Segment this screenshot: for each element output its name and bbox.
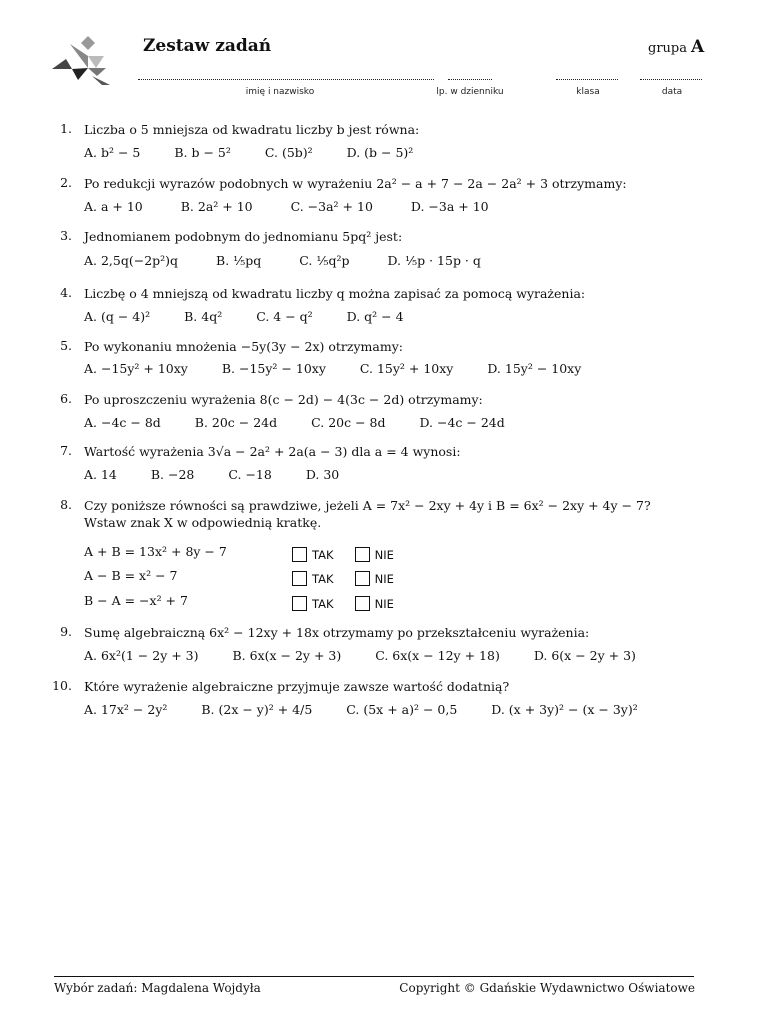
option-a[interactable]: A. 17x² − 2y²: [84, 702, 168, 717]
equation-2: A − B = x² − 7: [84, 568, 178, 583]
nie-label: NIE: [374, 548, 394, 562]
question-text: Po redukcji wyrazów podobnych w wyrażeniu 2a² − a + 7 − 2a − 2a² + 3 otrzymamy:: [84, 176, 627, 191]
checkbox-tak-3[interactable]: [292, 596, 307, 611]
option-b[interactable]: B. ⅕pq: [216, 253, 262, 268]
question-number: 2.: [60, 175, 72, 190]
class-field-label: klasa: [576, 87, 600, 97]
option-b[interactable]: B. (2x − y)² + 4/5: [201, 702, 313, 717]
checkbox-nie-2[interactable]: [355, 571, 370, 586]
question-text: Jednomianem podobnym do jednomianu 5pq² jest:: [84, 229, 403, 244]
footer-divider: [54, 976, 694, 977]
footer-author: Wybór zadań: Magdalena Wojdyła: [54, 981, 261, 995]
page-title: Zestaw zadań: [143, 36, 272, 56]
option-b[interactable]: B. 20c − 24d: [194, 415, 278, 430]
option-c[interactable]: C. −3a² + 10: [290, 199, 373, 214]
equation-3: B − A = −x² + 7: [84, 593, 188, 608]
option-b[interactable]: B. −28: [150, 467, 195, 482]
option-a[interactable]: A. a + 10: [84, 199, 143, 214]
option-c[interactable]: C. ⅕q²p: [299, 253, 350, 268]
question-text: Po uproszczeniu wyrażenia 8(c − 2d) − 4(3c − 2d) otrzymamy:: [84, 392, 483, 407]
option-d[interactable]: D. (x + 3y)² − (x − 3y)²: [491, 702, 638, 717]
checkbox-tak-1[interactable]: [292, 547, 307, 562]
option-a[interactable]: A. (q − 4)²: [84, 309, 151, 324]
option-c[interactable]: C. 20c − 8d: [311, 415, 386, 430]
option-c[interactable]: C. 6x(x − 12y + 18): [375, 648, 500, 663]
option-b[interactable]: B. 2a² + 10: [180, 199, 253, 214]
option-a[interactable]: A. −4c − 8d: [84, 415, 161, 430]
option-a[interactable]: A. 6x²(1 − 2y + 3): [84, 648, 199, 663]
answer-options: [84, 467, 369, 482]
option-a[interactable]: A. b² − 5: [84, 145, 141, 160]
checkbox-nie-3[interactable]: [355, 596, 370, 611]
option-d[interactable]: D. ⅕p · 15p · q: [387, 253, 481, 268]
question-number: 3.: [60, 228, 72, 243]
option-d[interactable]: D. −3a + 10: [410, 199, 489, 214]
question-number: 7.: [60, 443, 72, 458]
question-text: Sumę algebraiczną 6x² − 12xy + 18x otrzymamy po przekształceniu wyrażenia:: [84, 625, 590, 640]
question-number: 1.: [60, 121, 72, 136]
option-c[interactable]: C. −18: [228, 467, 272, 482]
checkbox-group-3: [292, 593, 394, 612]
tak-label: TAK: [312, 597, 334, 611]
number-field-label: lp. w dzienniku: [436, 87, 504, 97]
question-text: Wartość wyrażenia 3√a − 2a² + 2a(a − 3) dla a = 4 wynosi:: [84, 444, 461, 459]
tak-label: TAK: [312, 572, 334, 586]
question-number: 5.: [60, 338, 72, 353]
question-number: 10.: [52, 678, 72, 693]
question-text: Czy poniższe równości są prawdziwe, jeżeli A = 7x² − 2xy + 4y i B = 6x² − 2xy + 4y − 7? Wstaw znak X w odpowiednią kratkę.: [84, 498, 651, 530]
question-text: Liczbę o 4 mniejszą od kwadratu liczby q można zapisać za pomocą wyrażenia:: [84, 286, 586, 301]
answer-options: [84, 145, 443, 160]
answer-options: [84, 702, 668, 717]
group-indicator: [648, 37, 704, 57]
option-a[interactable]: A. 2,5q(−2p²)q: [84, 253, 179, 268]
checkbox-group-2: [292, 568, 394, 587]
class-field-line: [556, 73, 618, 80]
answer-options: [84, 199, 519, 214]
number-field-line: [448, 73, 492, 80]
option-d[interactable]: D. 15y² − 10xy: [487, 361, 582, 376]
option-c[interactable]: C. 15y² + 10xy: [359, 361, 454, 376]
option-b[interactable]: B. b − 5²: [174, 145, 231, 160]
option-b[interactable]: B. −15y² − 10xy: [221, 361, 326, 376]
answer-options: [84, 361, 611, 376]
group-value: A: [690, 37, 705, 57]
option-b[interactable]: B. 4q²: [184, 309, 223, 324]
group-label: grupa: [648, 41, 687, 56]
answer-options: [84, 648, 666, 663]
answer-options: [84, 253, 511, 268]
tak-label: TAK: [312, 548, 334, 562]
question-number: 4.: [60, 285, 72, 300]
option-b[interactable]: B. 6x(x − 2y + 3): [232, 648, 342, 663]
checkbox-tak-2[interactable]: [292, 571, 307, 586]
option-d[interactable]: D. q² − 4: [346, 309, 404, 324]
name-field-label: imię i nazwisko: [245, 87, 315, 97]
footer-copyright: Copyright © Gdańskie Wydawnictwo Oświatowe: [399, 981, 695, 995]
answer-options: [84, 309, 434, 324]
question-number: 9.: [60, 624, 72, 639]
option-d[interactable]: D. 6(x − 2y + 3): [533, 648, 636, 663]
date-field-line: [640, 73, 702, 80]
option-d[interactable]: D. 30: [305, 467, 340, 482]
option-d[interactable]: D. −4c − 24d: [419, 415, 505, 430]
question-number: 8.: [60, 497, 72, 512]
nie-label: NIE: [374, 572, 394, 586]
question-text: Które wyrażenie algebraiczne przyjmuje zawsze wartość dodatnią?: [84, 679, 510, 694]
tangram-logo-icon: [48, 32, 118, 88]
question-number: 6.: [60, 391, 72, 406]
equation-1: A + B = 13x² + 8y − 7: [84, 544, 227, 559]
checkbox-nie-1[interactable]: [355, 547, 370, 562]
option-c[interactable]: C. (5x + a)² − 0,5: [346, 702, 458, 717]
option-c[interactable]: C. (5b)²: [264, 145, 313, 160]
question-text: Liczba o 5 mniejsza od kwadratu liczby b jest równa:: [84, 122, 420, 137]
question-text: Po wykonaniu mnożenia −5y(3y − 2x) otrzymamy:: [84, 339, 403, 354]
nie-label: NIE: [374, 597, 394, 611]
checkbox-group-1: [292, 544, 394, 563]
option-d[interactable]: D. (b − 5)²: [346, 145, 414, 160]
option-c[interactable]: C. 4 − q²: [256, 309, 313, 324]
date-field-label: data: [661, 87, 683, 97]
name-field-line: [138, 73, 434, 80]
option-a[interactable]: A. 14: [84, 467, 117, 482]
option-a[interactable]: A. −15y² + 10xy: [84, 361, 188, 376]
answer-options: [84, 415, 535, 430]
